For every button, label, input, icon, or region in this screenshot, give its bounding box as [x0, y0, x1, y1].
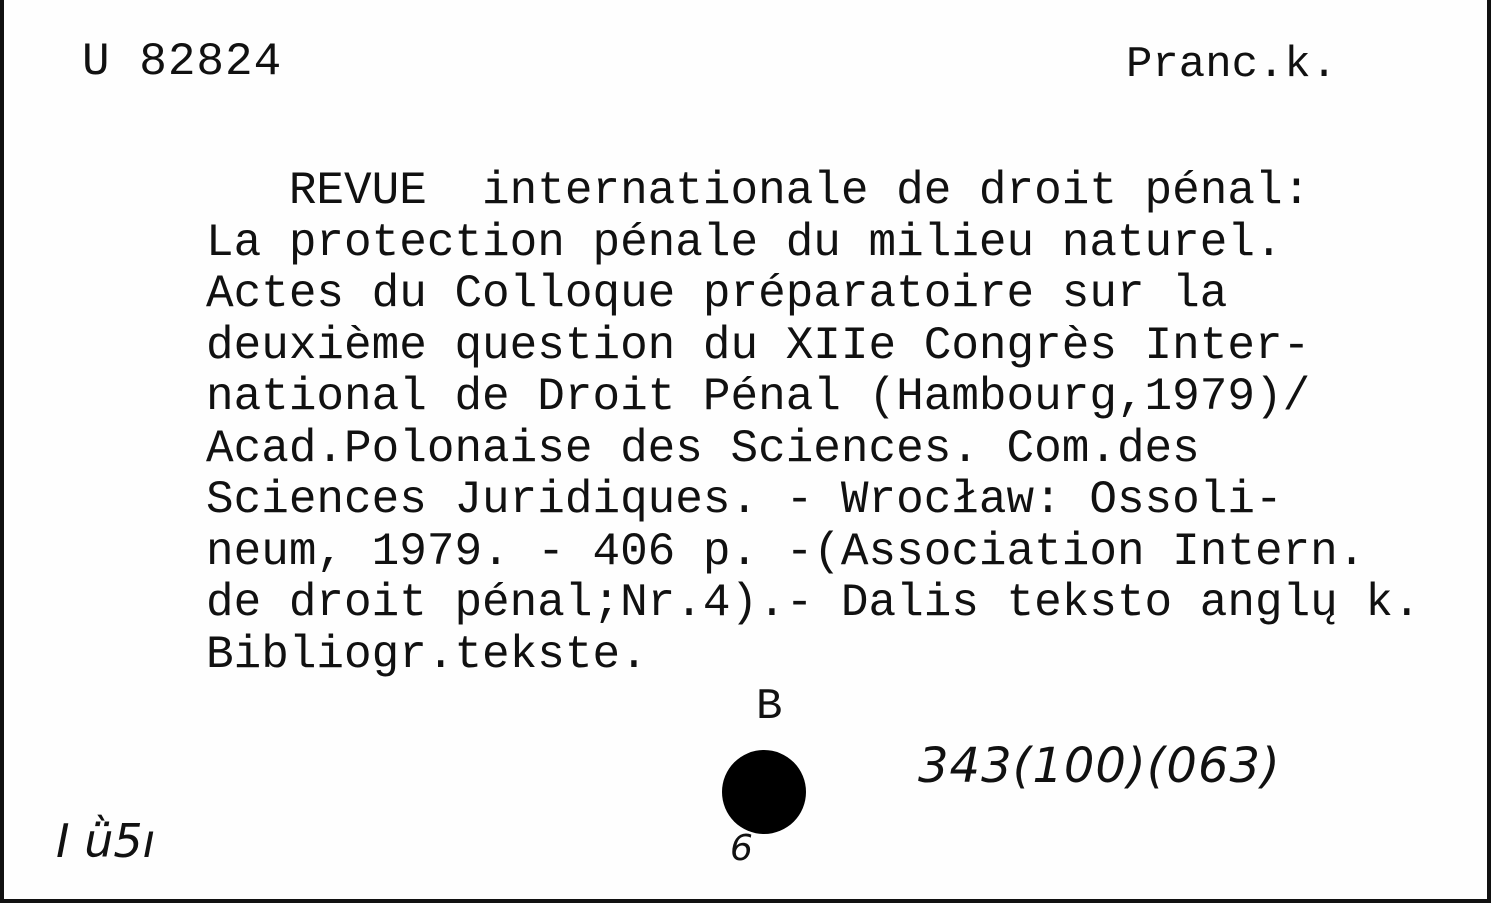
entry-line: de droit pénal;Nr.4).- Dalis teksto anglų k. [206, 577, 1421, 629]
entry-line: neum, 1979. - 406 p. -(Association Intern. [206, 525, 1366, 578]
classification-number: 343(100)(063) [918, 738, 1281, 794]
shelf-mark: U 82824 [82, 36, 283, 88]
entry-line: Bibliogr.tekste. [206, 628, 648, 681]
language-note: Pranc.k. [1126, 40, 1338, 90]
punched-dot-icon [722, 750, 806, 834]
entry-line: Sciences Juridiques. - Wrocław: Ossoli- [206, 474, 1283, 526]
entry-line: Actes du Colloque préparatoire sur la [206, 268, 1228, 320]
letter-marker: B [756, 682, 783, 732]
inventory-note: I ǜ5ı [56, 814, 156, 868]
entry-line: La protection pénale du milieu naturel. [206, 216, 1283, 269]
entry-line: national de Droit Pénal (Hambourg,1979)/ [206, 371, 1311, 423]
small-handwritten-mark: 6 [730, 828, 753, 869]
entry-line: deuxième question du XIIe Congrès Inter- [206, 319, 1311, 372]
bibliographic-entry [206, 166, 1481, 681]
entry-line: REVUE internationale de droit pénal: [206, 165, 1311, 217]
entry-line: Acad.Polonaise des Sciences. Com.des [206, 422, 1200, 475]
